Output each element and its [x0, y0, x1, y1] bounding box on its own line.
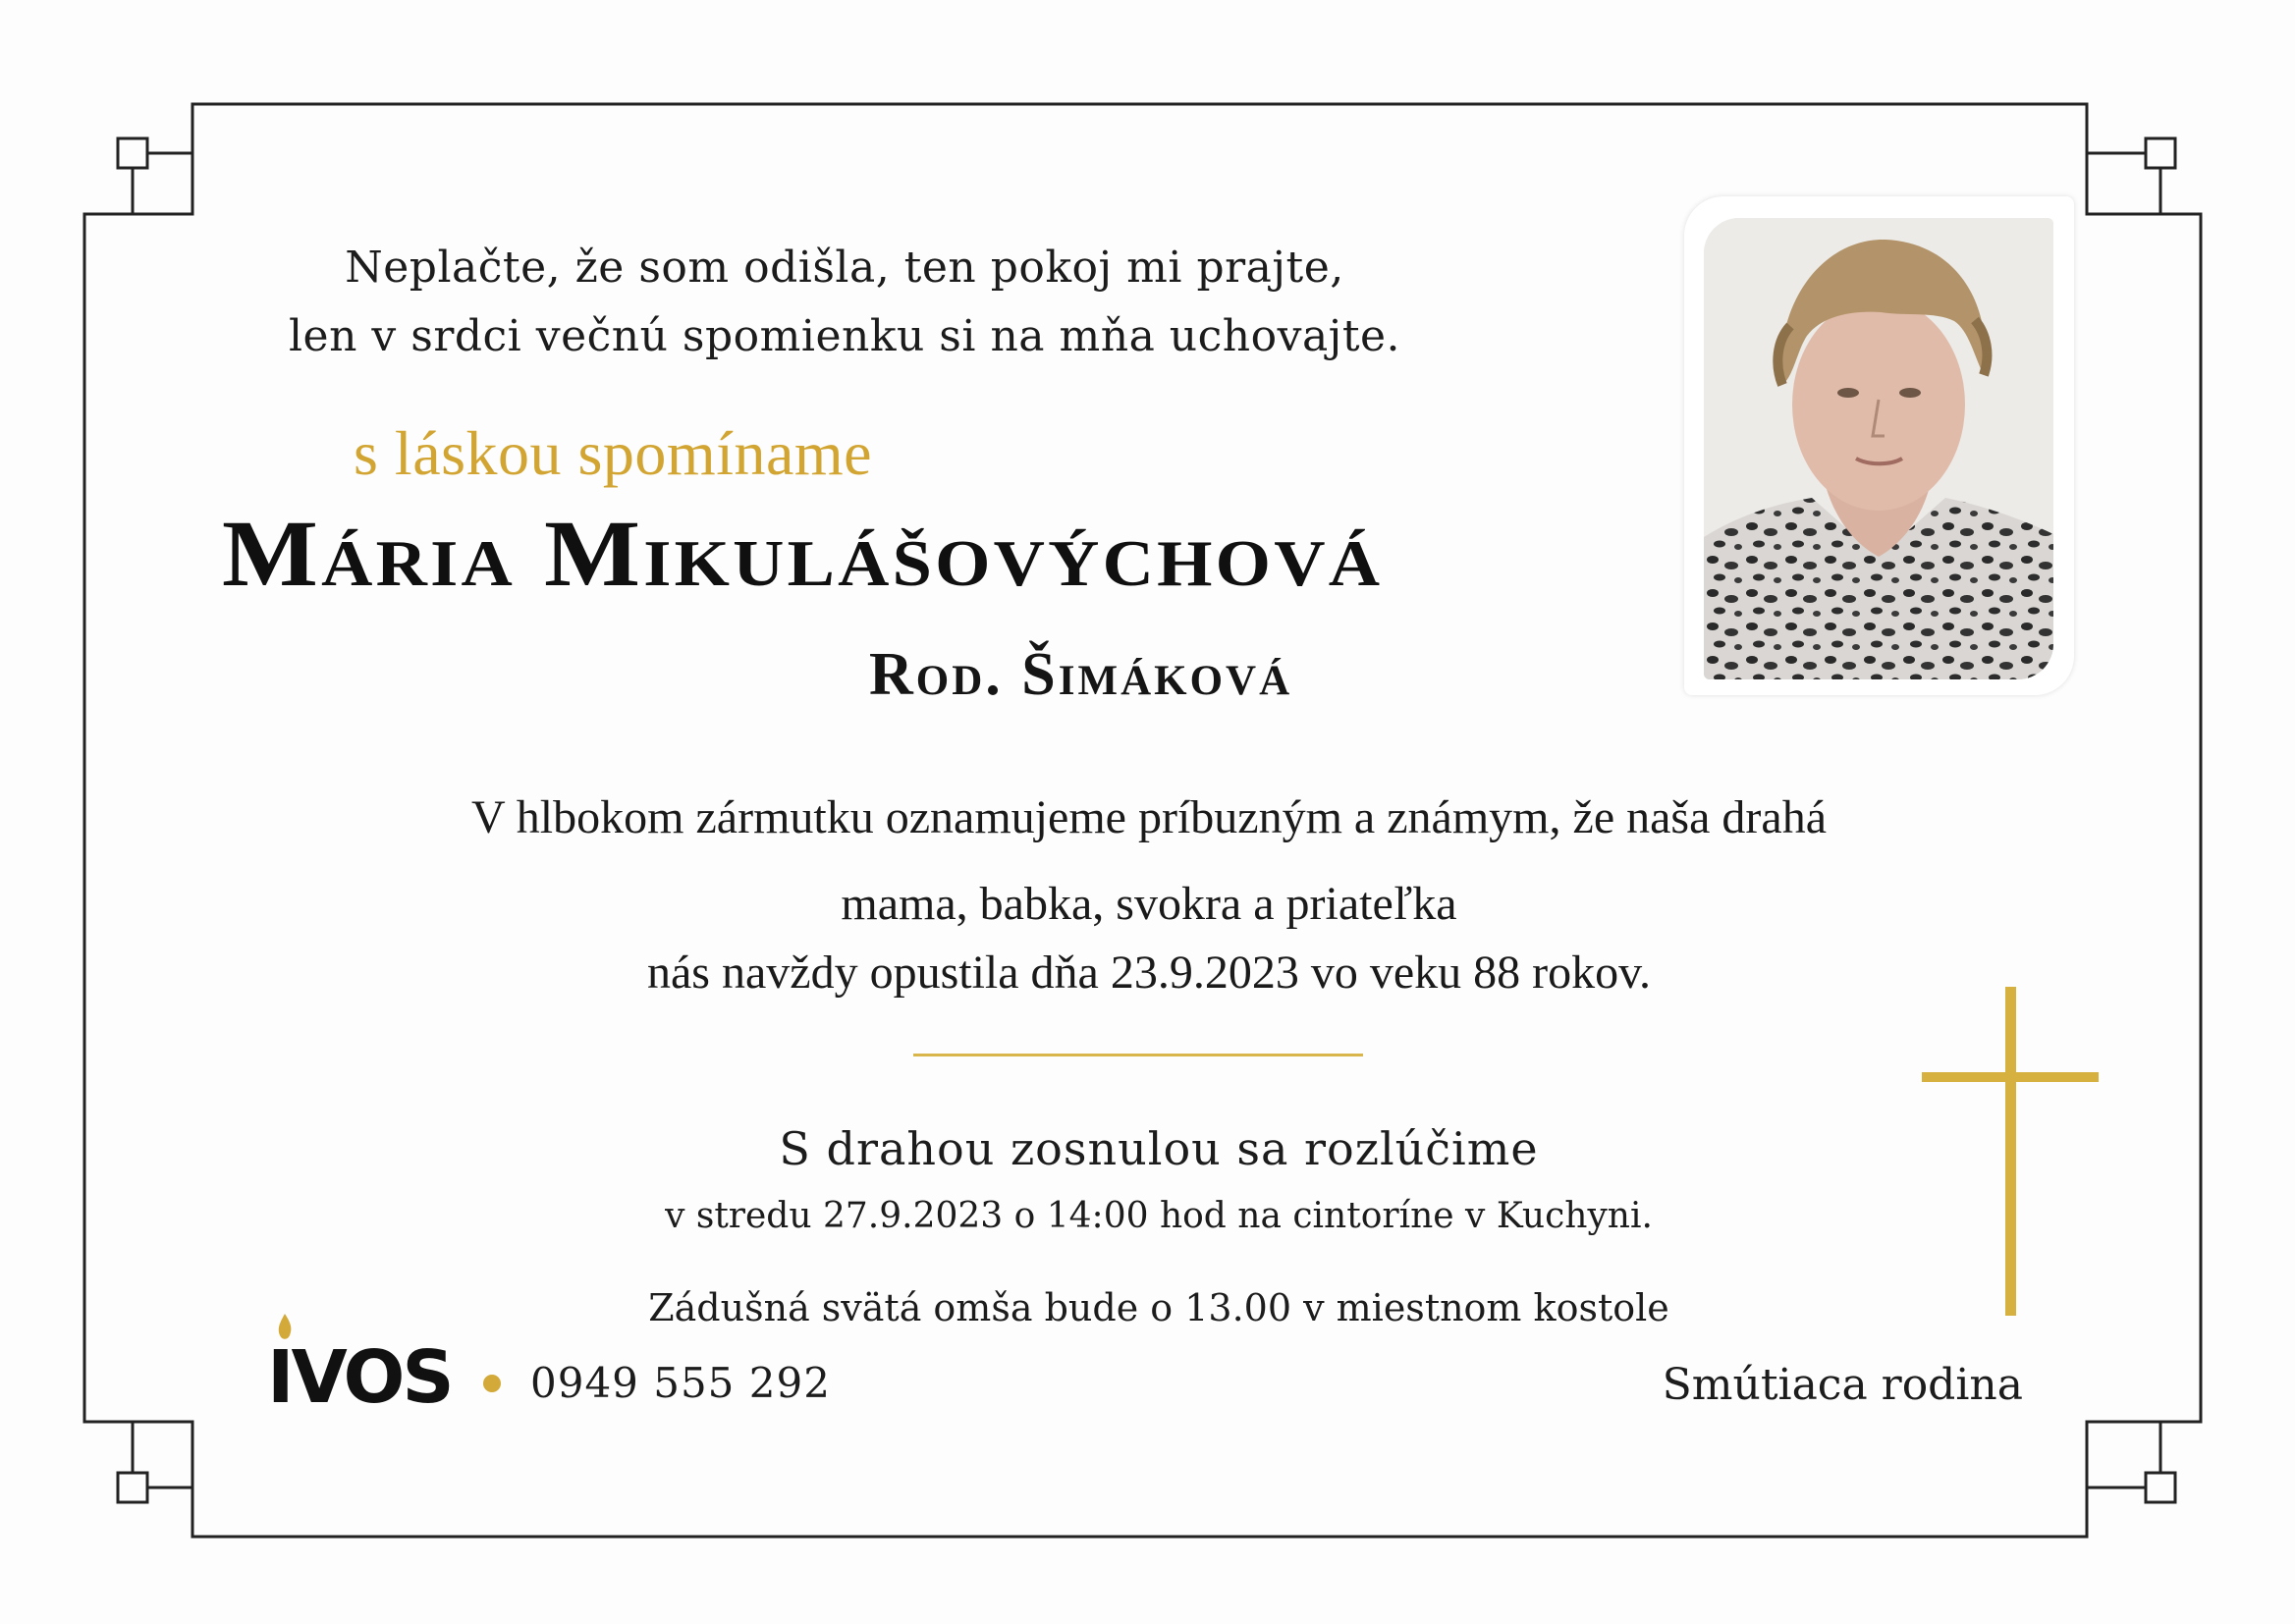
announcement-line-3: nás navždy opustila dňa 23.9.2023 vo veku 88 rokov. [646, 947, 1652, 999]
verse-line-1: Neplačte, že som odišla, ten pokoj mi prajte, [345, 243, 1344, 293]
memorial-mass-info: Zádušná svätá omša bude o 13.00 v miestnom kostole [648, 1286, 1669, 1329]
separator-dot [483, 1375, 501, 1392]
farewell-detail: v stredu 27.9.2023 o 14:00 hod na cintoríne v Kuchyni. [665, 1196, 1653, 1236]
announcement-line-1: V hlbokom zármutku oznamujeme príbuzným a známym, že naša drahá [471, 791, 1827, 843]
memorial-verse [226, 234, 1463, 371]
gold-divider [913, 1054, 1363, 1056]
remember-label: s láskou spomíname [354, 418, 873, 488]
cross-icon [1922, 987, 2099, 1316]
maiden-name: Rod. Šimáková [869, 641, 1293, 708]
company-phone: 0949 555 292 [530, 1359, 831, 1407]
announcement-line-2: mama, babka, svokra a priateľka [841, 878, 1457, 930]
farewell-title: S drahou zosnulou sa rozlúčime [779, 1122, 1539, 1175]
verse-line-2: len v srdci večnú spomienku si na mňa uchovajte. [288, 311, 1401, 361]
deceased-name: Mária Mikulášovýchová [222, 501, 1384, 606]
company-logo-text: IVOS [267, 1335, 452, 1420]
portrait-photo [1704, 218, 2053, 679]
portrait-frame [1684, 196, 2074, 695]
signature: Smútiaca rodina [1662, 1360, 2023, 1410]
company-logo [267, 1314, 464, 1422]
